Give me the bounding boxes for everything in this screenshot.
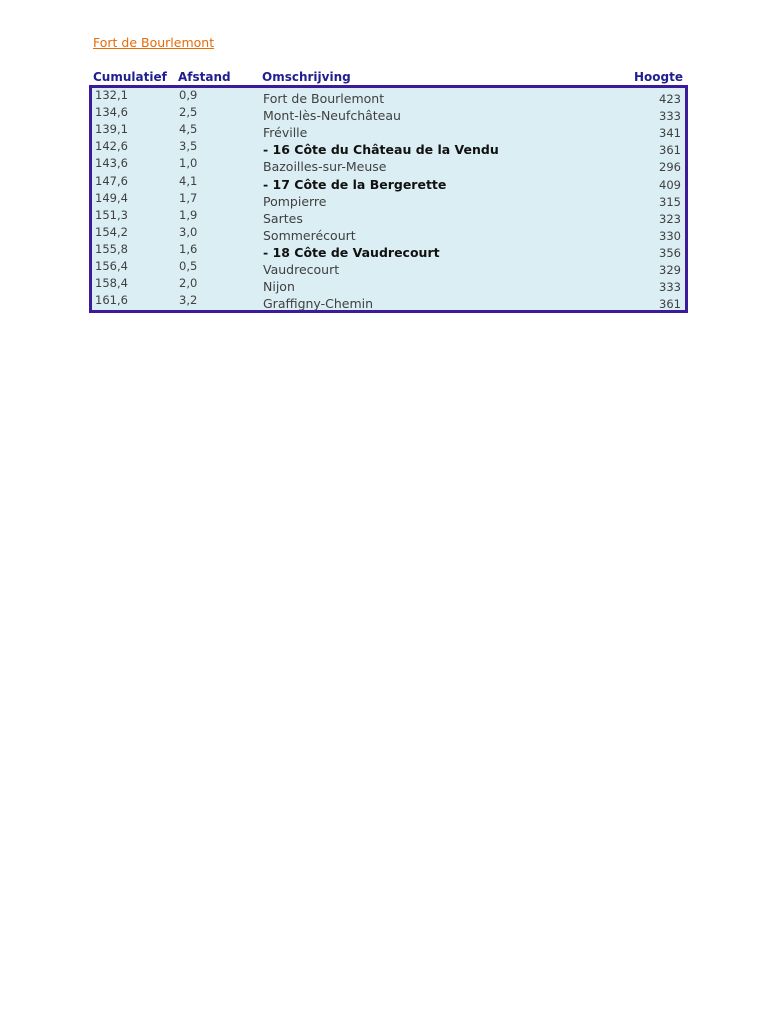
table-row	[92, 242, 685, 259]
table-row	[92, 293, 685, 310]
cell-cumulatief: 161,6	[95, 293, 128, 308]
cell-afstand: 4,5	[179, 122, 198, 137]
table-row	[92, 208, 685, 225]
cell-hoogte: 361	[659, 297, 681, 312]
cell-afstand: 0,9	[179, 88, 198, 102]
cell-hoogte: 356	[659, 245, 681, 260]
cell-cumulatief: 156,4	[95, 259, 128, 273]
cell-omschrijving: Fort de Bourlemont	[263, 91, 385, 106]
cell-cumulatief: 142,6	[95, 139, 128, 154]
cell-hoogte: 361	[659, 143, 681, 158]
table-row	[92, 139, 685, 156]
cell-hoogte: 323	[659, 211, 681, 226]
cell-cumulatief: 143,6	[95, 156, 128, 171]
column-header-hoogte: Hoogte	[634, 70, 683, 84]
table-row	[92, 225, 685, 242]
cell-hoogte: 341	[659, 126, 681, 141]
cell-afstand: 1,6	[179, 241, 198, 256]
cell-cumulatief: 155,8	[95, 241, 128, 256]
cell-afstand: 0,5	[179, 259, 198, 273]
route-table	[89, 85, 688, 313]
column-header-afstand: Afstand	[178, 70, 231, 84]
table-row	[92, 122, 685, 139]
cell-cumulatief: 139,1	[95, 122, 128, 137]
cell-afstand: 1,7	[179, 190, 198, 205]
table-row	[92, 276, 685, 293]
cell-omschrijving: - 17 Côte de la Bergerette	[263, 176, 447, 192]
cell-omschrijving: Bazoilles-sur-Meuse	[263, 159, 387, 175]
cell-omschrijving: - 16 Côte du Château de la Vendu	[263, 142, 499, 158]
cell-cumulatief: 132,1	[95, 88, 128, 102]
cell-omschrijving: - 18 Côte de Vaudrecourt	[263, 244, 440, 260]
table-row	[92, 259, 685, 276]
cell-hoogte: 423	[659, 92, 681, 106]
cell-hoogte: 315	[659, 194, 681, 209]
cell-omschrijving: Mont-lès-Neufchâteau	[263, 108, 401, 124]
table-row	[92, 156, 685, 173]
cell-cumulatief: 154,2	[95, 224, 128, 239]
cell-cumulatief: 134,6	[95, 105, 128, 120]
cell-cumulatief: 147,6	[95, 173, 128, 188]
cell-omschrijving: Graffigny-Chemin	[263, 296, 374, 312]
table-row	[92, 191, 685, 208]
cell-omschrijving: Sommerécourt	[263, 227, 356, 243]
cell-omschrijving: Nijon	[263, 279, 295, 295]
cell-afstand: 3,5	[179, 139, 198, 154]
cell-hoogte: 333	[659, 280, 681, 295]
cell-omschrijving: Pompierre	[263, 193, 327, 209]
table-header	[93, 70, 685, 86]
column-header-cumulatief: Cumulatief	[93, 70, 167, 84]
column-header-omschrijving: Omschrijving	[262, 70, 351, 84]
cell-hoogte: 329	[659, 263, 681, 277]
cell-hoogte: 330	[659, 228, 681, 243]
cell-hoogte: 409	[659, 177, 681, 192]
cell-afstand: 2,5	[179, 105, 198, 120]
cell-omschrijving: Sartes	[263, 210, 303, 226]
cell-cumulatief: 149,4	[95, 190, 128, 205]
cell-afstand: 3,2	[179, 293, 198, 308]
cell-afstand: 1,0	[179, 156, 198, 171]
cell-omschrijving: Vaudrecourt	[263, 262, 340, 277]
cell-hoogte: 333	[659, 109, 681, 124]
cell-afstand: 1,9	[179, 207, 198, 222]
cell-cumulatief: 158,4	[95, 276, 128, 291]
cell-omschrijving: Fréville	[263, 125, 308, 141]
title-link[interactable]: Fort de Bourlemont	[93, 35, 215, 50]
table-row	[92, 88, 685, 105]
cell-cumulatief: 151,3	[95, 207, 128, 222]
table-row	[92, 174, 685, 191]
cell-afstand: 2,0	[179, 276, 198, 291]
cell-afstand: 4,1	[179, 173, 198, 188]
cell-hoogte: 296	[659, 160, 681, 175]
cell-afstand: 3,0	[179, 224, 198, 239]
table-row	[92, 105, 685, 122]
